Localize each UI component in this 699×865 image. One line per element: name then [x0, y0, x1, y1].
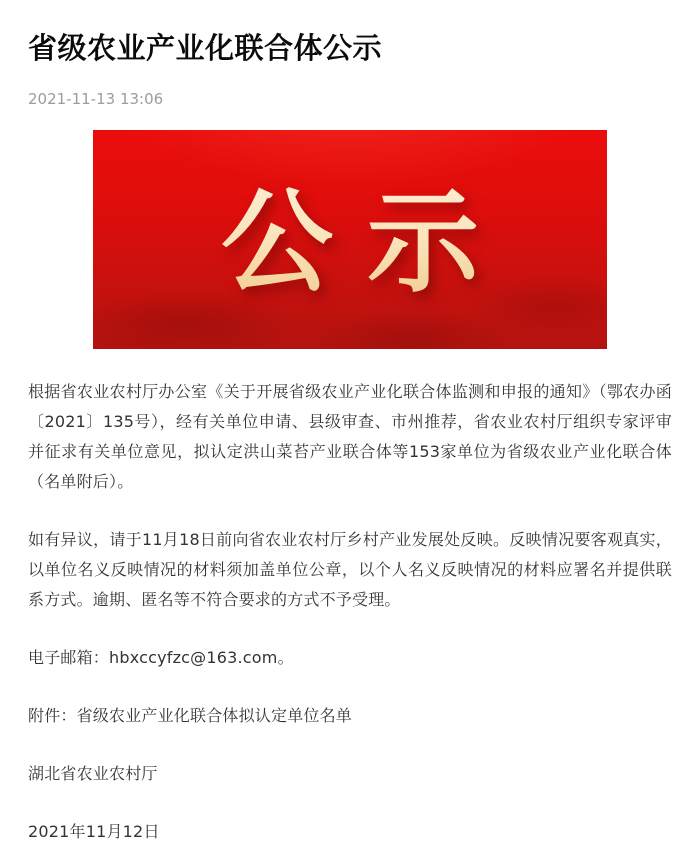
attachment-line: 附件：省级农业产业化联合体拟认定单位名单 — [28, 706, 353, 725]
agency-signature: 湖北省农业农村厅 — [28, 764, 158, 783]
banner-text: 公示 — [93, 153, 607, 314]
paragraph-objection-instructions: 如有异议，请于11月18日前向省农业农村厅乡村产业发展处反映。反映情况要客观真实，以单位名义反映情况的材料须加盖单位公章，以个人名义反映情况的材料应署名并提供联系方式。逾期、匿名等不符合要求的方式不予受理。 — [28, 530, 672, 609]
publish-time: 2021-11-13 13:06 — [28, 90, 164, 108]
page-title: 省级农业产业化联合体公示 — [28, 31, 383, 65]
email-line: 电子邮箱：hbxccyfzc@163.com。 — [28, 648, 294, 667]
announcement-banner-image — [93, 130, 607, 349]
paragraph-recognition-notice: 根据省农业农村厅办公室《关于开展省级农业产业化联合体监测和申报的通知》（鄂农办函〔2021〕135号），经有关单位申请、县级审查、市州推荐，省农业农村厅组织专家评审并征求有关单位意见，拟认定洪山菜苔产业联合体等153家单位为省级农业产业化联合体（名单附后）。 — [28, 382, 672, 491]
sign-date: 2021年11月12日 — [28, 822, 160, 841]
